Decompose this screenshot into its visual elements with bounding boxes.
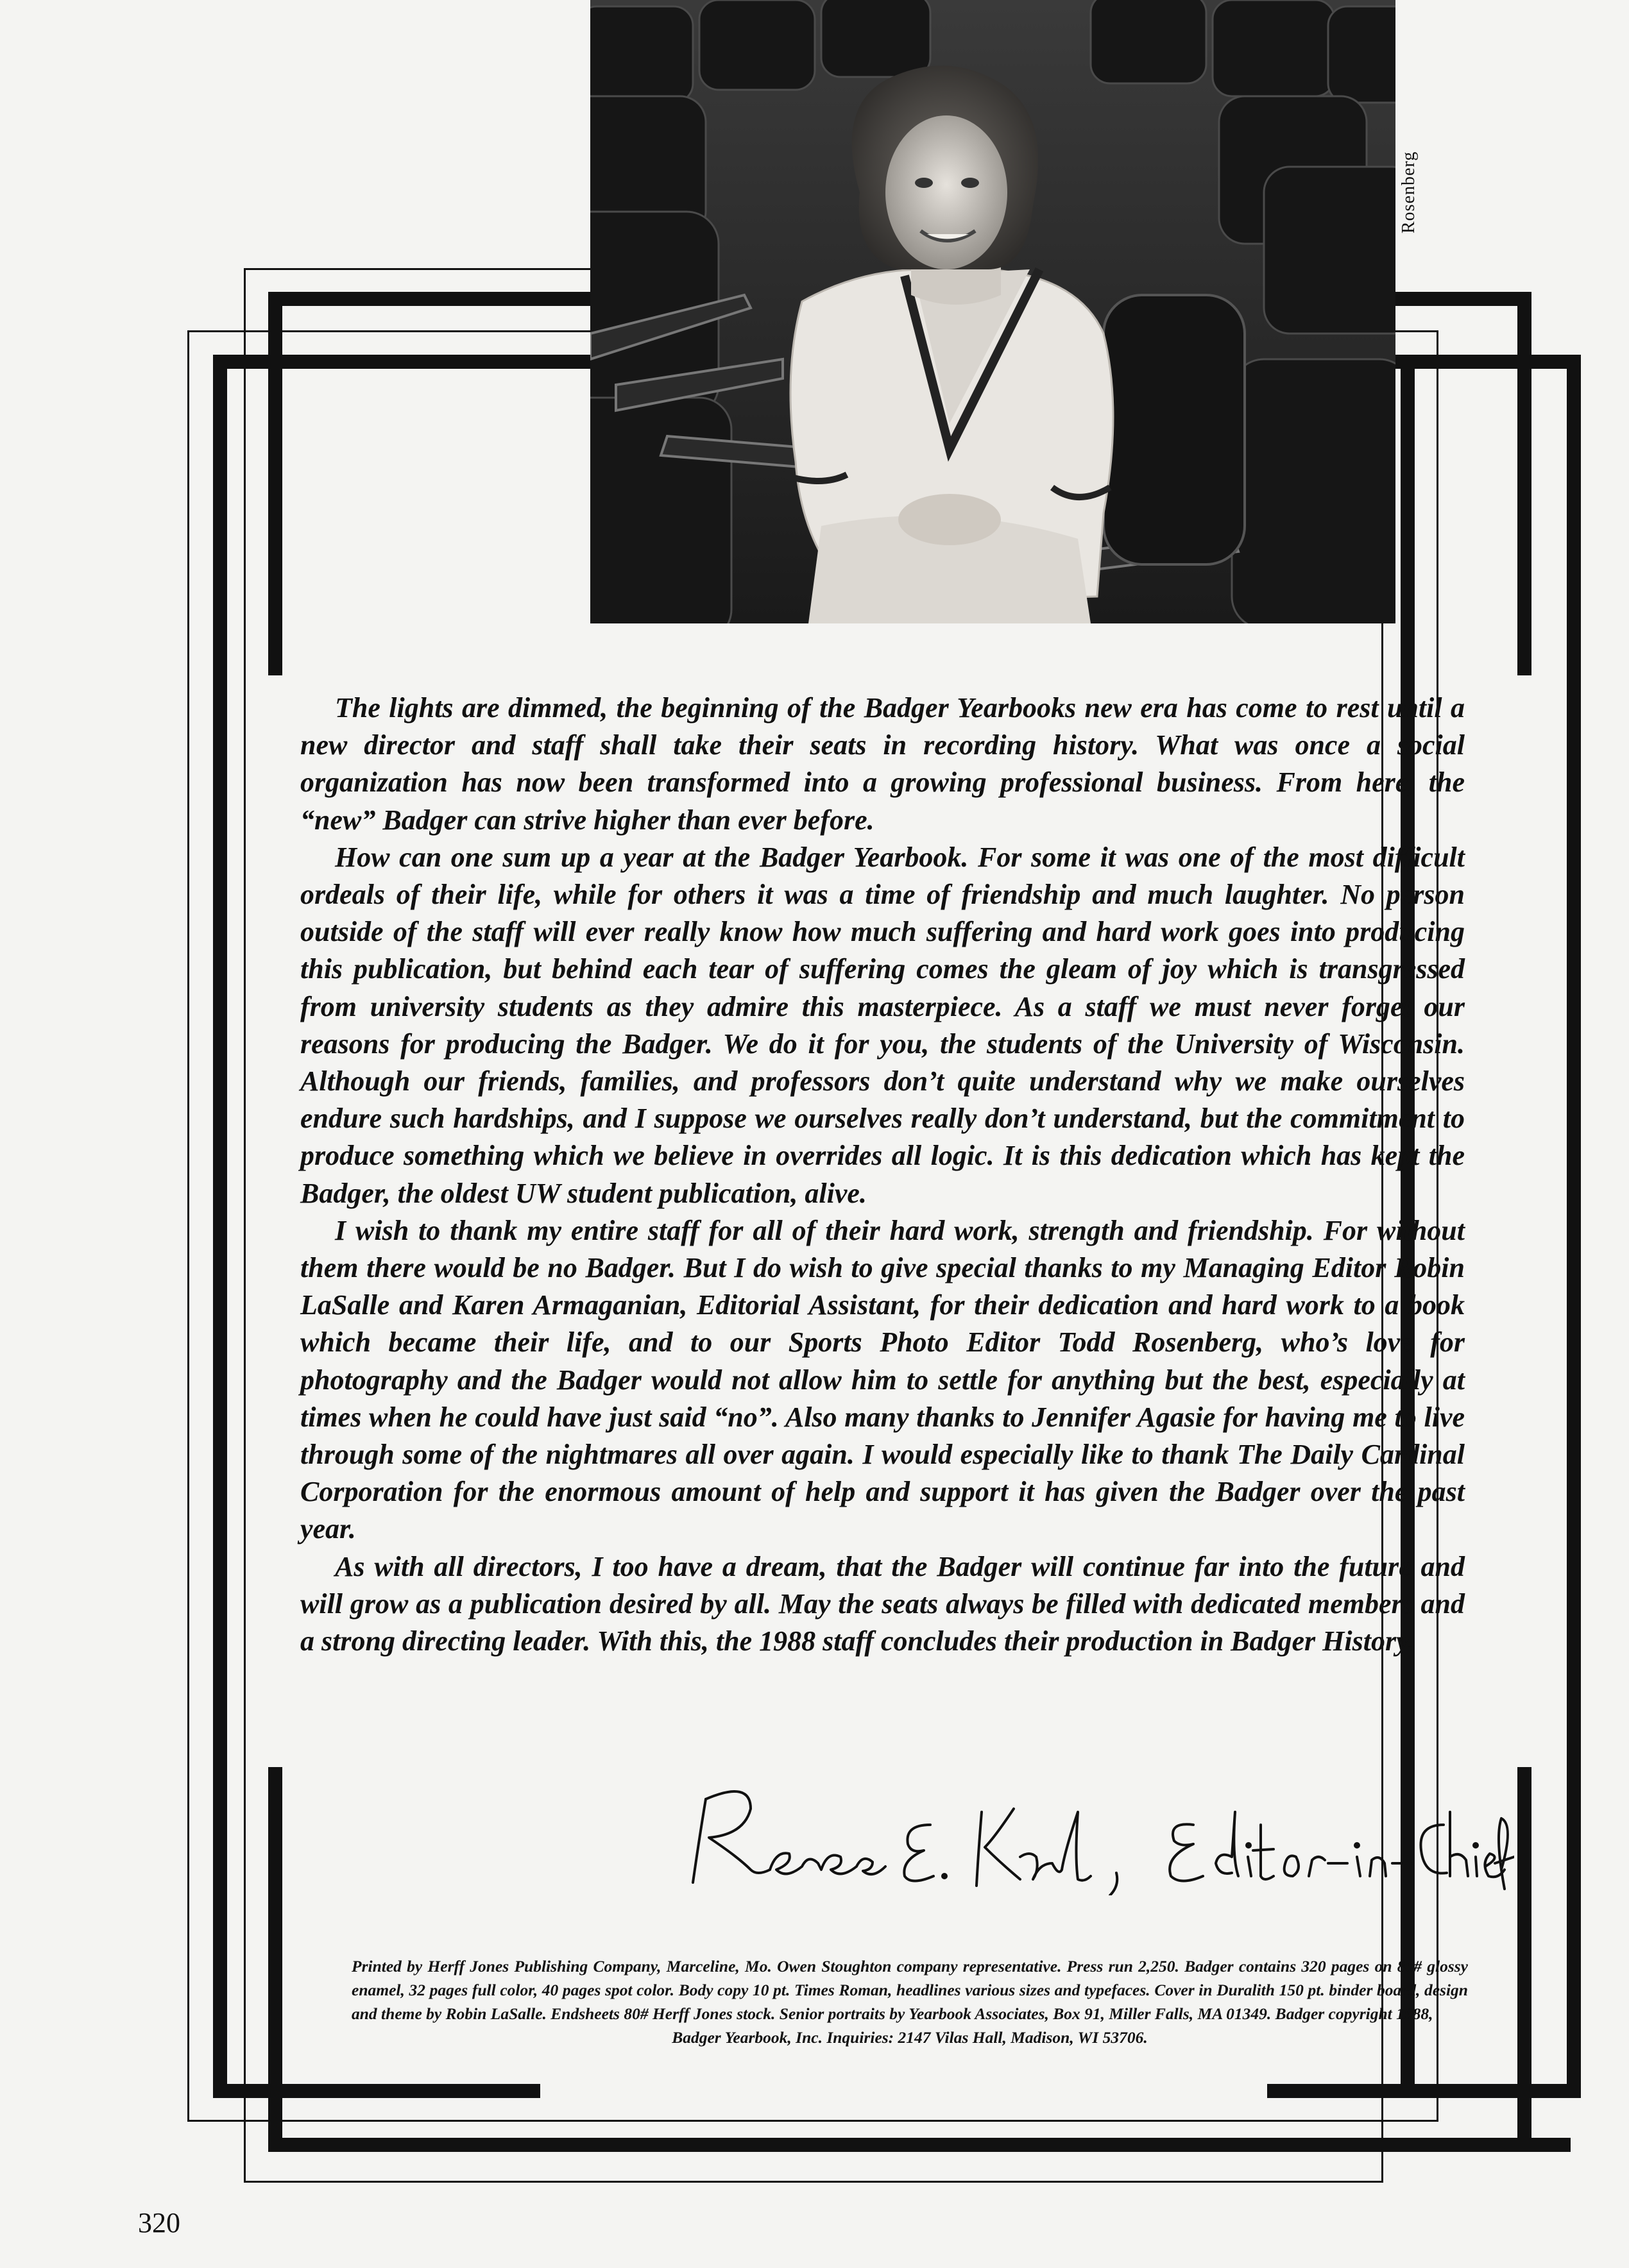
frame-bar (1517, 1767, 1531, 2152)
frame-bar (1267, 2084, 1581, 2098)
colophon-body: Printed by Herff Jones Publishing Company, Marceline, Mo. Owen Stoughton company representative. Press run 2,250. Badger contains 320 pages on 80# glossy enamel, 32 pages full color, 40 pages spot color. Body copy 10 pt. Times Roman, headlines various sizes and typefaces. Cover in Duralith 150 pt. binder board, design and theme by Robin LaSalle. Endsheets 80# Herff Jones stock. Senior portraits by Yearbook Associates, Box 91, Miller Falls, MA 01349. Badger copyright 1988, (352, 1957, 1468, 2023)
colophon (352, 1954, 1468, 2049)
frame-bar (1517, 292, 1531, 675)
editor-portrait-photo (590, 0, 1395, 623)
frame-bar (268, 292, 282, 675)
frame-bar (268, 292, 590, 306)
frame-bar (213, 355, 227, 2098)
editor-letter (300, 690, 1465, 1660)
frame-bar (1567, 355, 1581, 2098)
frame-bar (1395, 292, 1531, 306)
page-number: 320 (138, 2207, 180, 2238)
letter-paragraph: The lights are dimmed, the beginning of the Badger Yearbooks new era has come to rest until a new director and staff shall take their seats in recording history. What was once a social organization has now been transformed into a growing professional business. From here, the “new” Badger can strive higher than ever before. (300, 692, 1465, 836)
photo-illustration (590, 0, 1395, 623)
photo-credit: Rosenberg (1399, 151, 1419, 234)
signature-drawing (680, 1773, 1514, 1895)
frame-bar (213, 2084, 540, 2098)
frame-bar (268, 2138, 1571, 2152)
colophon-last-line: Badger Yearbook, Inc. Inquiries: 2147 Vilas Hall, Madison, WI 53706. (672, 2028, 1148, 2047)
letter-paragraph: I wish to thank my entire staff for all of their hard work, strength and friendship. For without them there would be no Badger. But I do wish to give special thanks to my Managing Editor Robin LaSalle and Karen Armaganian, Editorial Assistant, for their dedication and hard work to a book which became their life, and to our Sports Photo Editor Todd Rosenberg, who’s love for photography and the Badger would not allow him to settle for anything but the best, especially at times when he could have just said “no”. Also many thanks to Jennifer Agasie for having me to live through some of the nightmares all over again. I would especially like to thank The Daily Cardinal Corporation for the enormous amount of help and support it has given the Badger over the past year. (300, 1214, 1465, 1545)
editor-signature (680, 1773, 1514, 1895)
frame-bar (1395, 355, 1581, 369)
letter-paragraph: As with all directors, I too have a dream, that the Badger will continue far into the future and will grow as a publication desired by all. May the seats always be filled with dedicated members and a strong directing leader. With this, the 1988 staff concludes their production in Badger History. (300, 1550, 1465, 1657)
letter-paragraph: How can one sum up a year at the Badger Yearbook. For some it was one of the most difficult ordeals of their life, while for others it was a time of friendship and much laughter. No person outside of the staff will ever really know how much suffering and hard work goes into producing this publication, but behind each tear of suffering comes the gleam of joy which is transgressed from university students as they admire this masterpiece. As a staff we must never forget our reasons for producing the Badger. We do it for you, the students of the University of Wisconsin. Although our friends, families, and professors don’t quite understand why we make ourselves endure such hardships, and I suppose we ourselves really don’t understand, but the commitment to produce something which we believe in overrides all logic. It is this dedication which has kept the Badger, the oldest UW student publication, alive. (300, 841, 1465, 1209)
